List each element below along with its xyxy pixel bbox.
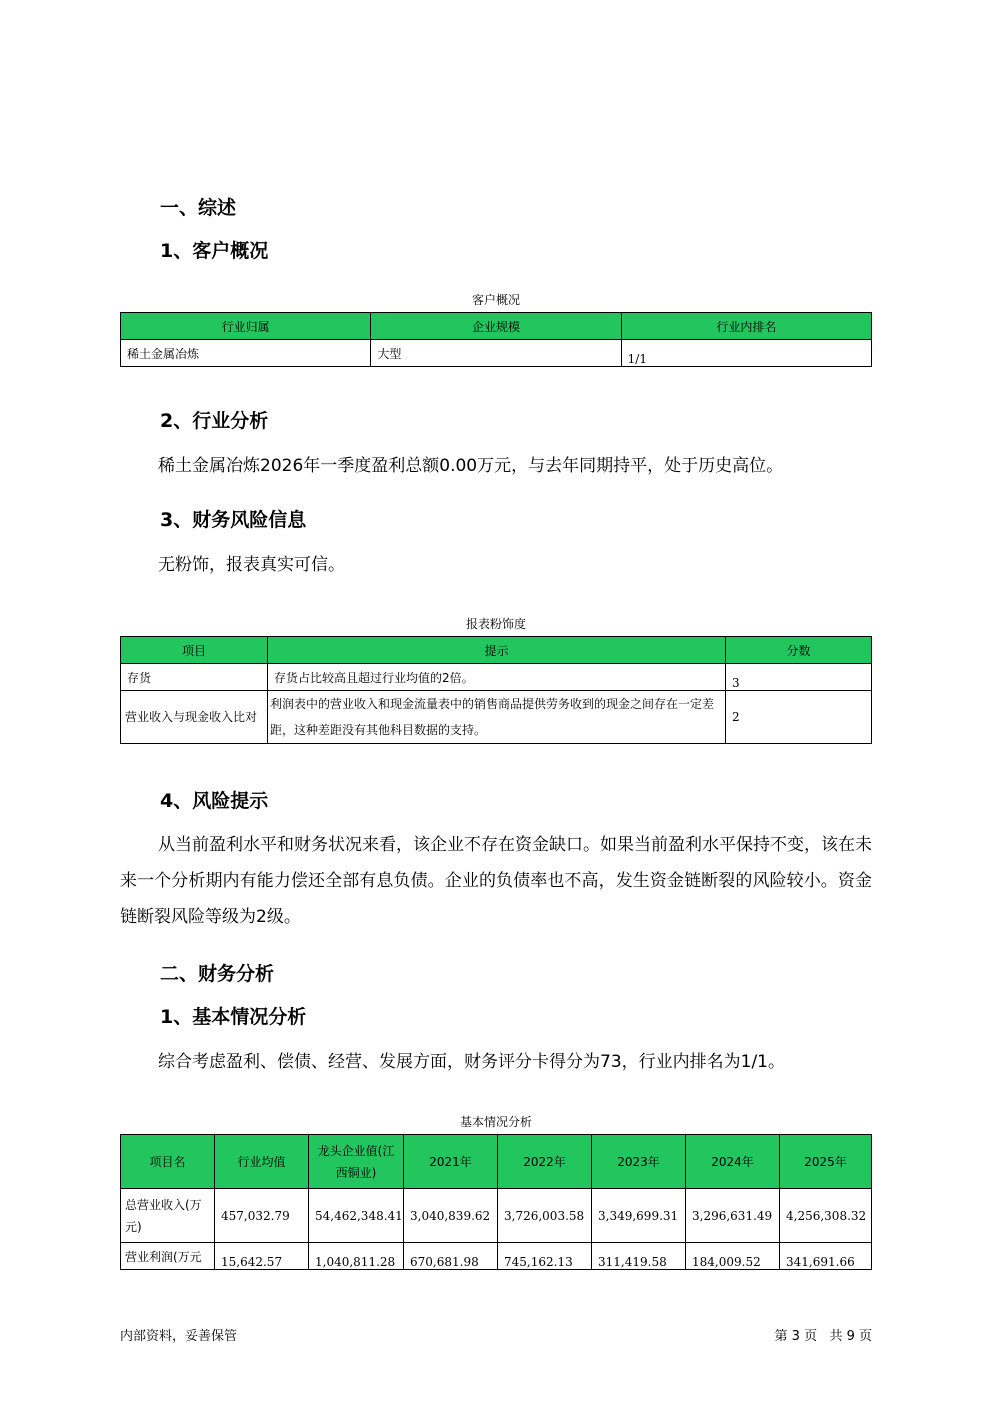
table-cell: 总营业收入(万元)	[121, 1189, 215, 1243]
section-heading: 1、客户概况	[160, 240, 269, 262]
table-cell: 54,462,348.41	[309, 1189, 404, 1243]
table-header: 2021年	[404, 1135, 498, 1189]
table-cell: 营业利润(万元	[121, 1243, 215, 1270]
table-cell: 2	[726, 691, 872, 744]
table-cell: 利润表中的营业收入和现金流量表中的销售商品提供劳务收到的现金之间存在一定差距，这种差距没有其他科目数据的支持。	[268, 691, 726, 744]
table-cell: 670,681.98	[404, 1243, 498, 1270]
paragraph: 从当前盈利水平和财务状况来看，该企业不存在资金缺口。如果当前盈利水平保持不变，该在未来一个分析期内有能力偿还全部有息负债。企业的负债率也不高，发生资金链断裂的风险较小。资金链断裂风险等级为2级。	[120, 835, 872, 927]
table-header: 2023年	[592, 1135, 686, 1189]
table-cell: 184,009.52	[686, 1243, 780, 1270]
table-caption: 报表粉饰度	[465, 617, 526, 631]
fraud-table	[120, 636, 872, 744]
table-header: 分数	[726, 637, 872, 664]
table-header: 项目名	[121, 1135, 215, 1189]
table-header: 2025年	[780, 1135, 872, 1189]
table-cell: 15,642.57	[215, 1243, 309, 1270]
table-cell: 457,032.79	[215, 1189, 309, 1243]
table-header: 提示	[268, 637, 726, 664]
table-cell: 3,040,839.62	[404, 1189, 498, 1243]
table-cell: 存货占比较高且超过行业均值的2倍。	[268, 664, 726, 691]
paragraph: 综合考虑盈利、偿债、经营、发展方面，财务评分卡得分为73，行业内排名为1/1。	[158, 1052, 785, 1072]
table-cell: 3,296,631.49	[686, 1189, 780, 1243]
table-header: 龙头企业值(江西铜业)	[309, 1135, 404, 1189]
table-cell: 大型	[371, 340, 621, 367]
table-caption: 客户概况	[471, 293, 520, 307]
table-cell: 3,726,003.58	[498, 1189, 592, 1243]
section-heading: 2、行业分析	[160, 410, 269, 432]
table-cell: 341,691.66	[780, 1243, 872, 1270]
table-cell: 4,256,308.32	[780, 1189, 872, 1243]
section-heading: 二、财务分析	[160, 963, 275, 985]
table-header: 项目	[121, 637, 268, 664]
table-header: 行业归属	[121, 313, 371, 340]
paragraph: 无粉饰，报表真实可信。	[158, 555, 345, 575]
section-heading: 一、综述	[160, 197, 237, 219]
table-cell: 1/1	[621, 340, 871, 367]
section-heading: 3、财务风险信息	[160, 509, 307, 531]
table-header: 行业均值	[215, 1135, 309, 1189]
table-header: 行业内排名	[621, 313, 871, 340]
footer-note: 内部资料，妥善保管	[120, 1329, 238, 1344]
customer-table	[120, 312, 872, 367]
table-header: 企业规模	[371, 313, 621, 340]
table-cell: 营业收入与现金收入比对	[121, 691, 268, 744]
section-heading: 1、基本情况分析	[160, 1006, 307, 1028]
table-cell: 311,419.58	[592, 1243, 686, 1270]
basic-analysis-table	[120, 1134, 872, 1270]
paragraph: 稀土金属冶炼2026年一季度盈利总额0.00万元，与去年同期持平，处于历史高位。	[158, 456, 784, 476]
table-caption: 基本情况分析	[459, 1115, 532, 1129]
table-header: 2022年	[498, 1135, 592, 1189]
table-cell: 3	[726, 664, 872, 691]
table-cell: 1,040,811.28	[309, 1243, 404, 1270]
page-number: 第 3 页 共 9 页	[774, 1329, 872, 1344]
table-cell: 3,349,699.31	[592, 1189, 686, 1243]
table-cell: 稀土金属冶炼	[121, 340, 371, 367]
table-cell: 存货	[121, 664, 268, 691]
table-cell: 745,162.13	[498, 1243, 592, 1270]
section-heading: 4、风险提示	[160, 790, 269, 812]
table-header: 2024年	[686, 1135, 780, 1189]
